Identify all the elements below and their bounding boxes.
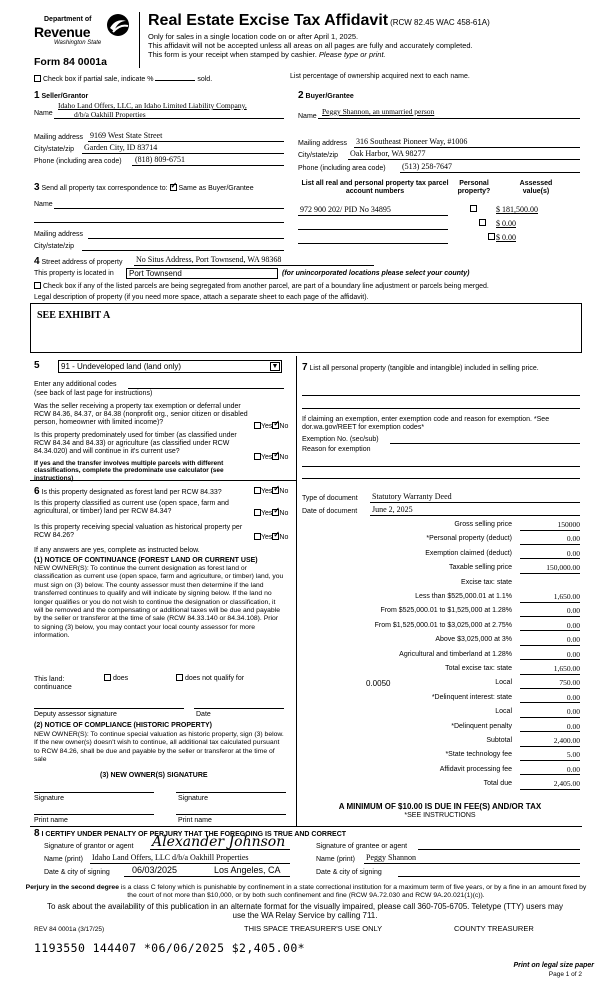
parcels-header-personal: Personal property?	[457, 180, 491, 196]
form-title-row	[148, 12, 490, 30]
seller-city-label: City/state/zip	[34, 146, 75, 153]
grantor-sig-label: Signature of grantor or agent	[44, 843, 134, 850]
sec6-q1-yn: Yes✓ No	[254, 487, 288, 496]
tax-row-label: Total due	[483, 780, 512, 788]
partial-sale-checkbox[interactable]	[34, 75, 41, 82]
tax-row-label: Taxable selling price	[448, 564, 512, 572]
tax-row-label: Subtotal	[486, 737, 512, 744]
new-owner-print-2: Print name	[178, 817, 212, 824]
seller-phone[interactable]: (818) 809-6751	[135, 155, 185, 164]
tax-row	[300, 607, 580, 619]
form-title: Real Estate Excise Tax Affidavit	[148, 12, 389, 29]
partial-sale-suffix: sold.	[197, 76, 213, 83]
sec6-if-any: If any answers are yes, complete as instructed below.	[34, 547, 200, 554]
parcel-personal-1[interactable]	[470, 205, 477, 212]
sec3-heading: 3 Send all property tax correspondence to: ✓ Same as Buyer/Grantee	[34, 182, 254, 194]
buyer-city-label: City/state/zip	[298, 152, 339, 159]
forest-yes-checkbox[interactable]	[254, 487, 261, 494]
tax-row-label: Agricultural and timberland at 1.28%	[399, 650, 512, 658]
grantor-city[interactable]: Los Angeles, CA	[214, 865, 281, 875]
buyer-name[interactable]: Peggy Shannon, an unmarried person	[322, 107, 435, 116]
header-note-italic: Please type or print.	[318, 50, 386, 59]
current-use-no-checkbox[interactable]	[272, 509, 279, 516]
new-owner-sig-1: Signature	[34, 795, 64, 802]
form-title-ref: (RCW 82.45 WAC 458-61A)	[390, 18, 490, 27]
legal-desc-text: SEE EXHIBIT A	[37, 310, 111, 321]
land-use-select[interactable]	[58, 360, 282, 373]
grantor-date-label: Date & city of signing	[44, 869, 110, 876]
treasurer-use: THIS SPACE TREASURER'S USE ONLY	[244, 924, 383, 933]
tax-row	[300, 521, 580, 533]
grantee-print-label: Name (print)	[316, 856, 355, 863]
q1-yes-checkbox[interactable]	[254, 422, 261, 429]
this-land-row: This land:	[34, 676, 65, 683]
perjury-notice: Perjury in the second degree is a class C felony which is punishable by confinement in a state correctional institution for a maximum term of five years, or by a fine in an amount fixed by the court of not more than $10,000, or by both such confinement and fine (RCW 9A.72.030 and RCW 9A.20.021(1)(c)).	[25, 884, 587, 899]
ownership-note: List percentage of ownership acquired next to each name.	[290, 73, 470, 80]
grantor-print-label: Name (print)	[44, 856, 83, 863]
q2-yes-checkbox[interactable]	[254, 453, 261, 460]
tax-row	[300, 579, 580, 591]
wave-icon	[106, 12, 130, 38]
rev-number: REV 84 0001a (3/17/25)	[34, 926, 105, 933]
parcel-value-1[interactable]: $ 181,500.00	[496, 205, 538, 214]
minimum-notice: A MINIMUM OF $10.00 IS DUE IN FEE(S) AND/OR TAX	[338, 802, 542, 811]
tax-row-label: Gross selling price	[454, 521, 512, 528]
sec8-heading: 8 I CERTIFY UNDER PENALTY OF PERJURY THAT THE FOREGOING IS TRUE AND CORRECT	[34, 828, 347, 839]
tax-row	[300, 694, 580, 706]
tax-row-value[interactable]: 1,650.00	[520, 665, 580, 675]
tax-row	[300, 751, 580, 763]
does-not-row: does not qualify for	[176, 674, 244, 683]
q1-no-checkbox[interactable]	[272, 422, 279, 429]
sec4-street-row: 4 Street address of property	[34, 256, 123, 267]
tax-row-value[interactable]: 0.00	[520, 708, 580, 718]
tax-row-label: From $525,000.01 to $1,525,000 at 1.28%	[380, 607, 512, 615]
logo-brand: Revenue	[34, 24, 91, 40]
tax-row-value[interactable]: 0.00	[520, 636, 580, 646]
partial-sale-label: Check box if partial sale, indicate %	[42, 76, 154, 83]
sec4-loc-label: This property is located in	[34, 270, 114, 277]
legal-desc-box[interactable]	[30, 303, 582, 353]
partial-sale-row	[34, 75, 212, 84]
tax-row-label: Total excise tax: state	[445, 665, 512, 672]
tax-row-value[interactable]: 5.00	[520, 751, 580, 761]
sec4-loc-note: (for unincorporated locations please select your county)	[282, 270, 470, 277]
tax-row-label: Exemption claimed (deduct)	[425, 549, 512, 557]
codes-label: Enter any additional codes	[34, 381, 117, 388]
parcel-acct-1[interactable]: 972 900 202/ PID No 34895	[300, 205, 391, 214]
tax-row-value[interactable]: 0.00	[520, 651, 580, 661]
sec5-q1: Was the seller receiving a property tax exemption or deferral under RCW 84.36, 84.37, or 84.38 (nonprofit org., senior citizen or disabled person, homeowner with limited income)?	[34, 403, 248, 427]
seller-phone-label: Phone (including area code)	[34, 158, 122, 165]
see-instructions: *SEE INSTRUCTIONS	[404, 812, 476, 819]
sec3-name-label: Name	[34, 201, 53, 208]
segregated-checkbox[interactable]	[34, 282, 41, 289]
tax-row-label: Less than $525,000.01 at 1.1%	[415, 593, 512, 600]
tax-row-value[interactable]: 0.00	[520, 607, 580, 617]
header-note-1: Only for sales in a single location code on or after April 1, 2025.	[148, 32, 359, 41]
tax-row	[300, 708, 580, 720]
tax-row-label: Excise tax: state	[461, 578, 512, 586]
tax-row	[300, 723, 580, 735]
sec6-q3-yn: Yes✓ No	[254, 533, 288, 542]
tax-row-label: *State technology fee	[445, 751, 512, 759]
seller-heading: 1 Seller/Grantor	[34, 90, 89, 101]
sec6-q1: 6 Is this property designated as forest land per RCW 84.33?	[34, 486, 222, 497]
q2-no-checkbox[interactable]	[272, 453, 279, 460]
tax-row	[300, 622, 580, 634]
sec5-q2b: If yes and the transfer involves multiple parcels with different classifications, complete the predominate use calculator (see instructions)	[34, 460, 224, 482]
page-number: Page 1 of 2	[548, 971, 582, 978]
tax-row-value[interactable]: 2,400.00	[520, 737, 580, 747]
buyer-address[interactable]: 316 Southeast Pioneer Way, #1006	[356, 137, 468, 146]
county-treasurer: COUNTY TREASURER	[454, 924, 534, 933]
sec6-q2: Is this property classified as current use (open space, farm and agricultural, or timber) land per RCW 84.34?	[34, 500, 229, 516]
header-note-2: This affidavit will not be accepted unless all areas on all pages are fully and accurately completed.	[148, 41, 473, 50]
parcel-personal-2[interactable]	[479, 219, 486, 226]
tax-row	[300, 665, 580, 677]
tax-row-value[interactable]: 2,405.00	[520, 780, 580, 790]
grantee-sig-label: Signature of grantee or agent	[316, 843, 408, 850]
header-note-3-row	[148, 51, 386, 60]
buyer-heading: 2 Buyer/Grantee	[298, 90, 354, 101]
codes-note: (see back of last page for instructions)	[34, 390, 153, 397]
doc-type[interactable]: Statutory Warranty Deed	[372, 492, 452, 501]
tax-row-value[interactable]: 0.00	[520, 550, 580, 560]
sec5-q1-yn: Yes✓ No	[254, 422, 288, 431]
grantee-print[interactable]: Peggy Shannon	[366, 853, 416, 862]
reason-label: Reason for exemption	[302, 446, 371, 453]
tax-row-label: Above $3,025,000 at 3%	[435, 636, 512, 644]
deputy-sig-label: Deputy assessor signature	[34, 711, 117, 718]
sec6-q2-yn: Yes✓ No	[254, 509, 288, 518]
seller-addr-label: Mailing address	[34, 134, 84, 141]
deputy-date-label: Date	[196, 711, 211, 718]
tax-row-value[interactable]: 150000	[520, 521, 580, 531]
tax-row	[300, 651, 580, 663]
header-divider	[139, 12, 140, 68]
tax-row-label: From $1,525,000.01 to $3,025,000 at 2.75%	[374, 621, 512, 629]
header-note-3: This form is your receipt when stamped by cashier.	[148, 50, 317, 59]
historic-yes-checkbox[interactable]	[254, 533, 261, 540]
notice3-title: (3) NEW OWNER(S) SIGNATURE	[100, 772, 208, 779]
sec3-addr-label: Mailing address	[34, 231, 84, 238]
doc-date[interactable]: June 2, 2025	[372, 505, 413, 514]
form-number: Form 84 0001a	[34, 56, 107, 68]
tax-row	[300, 737, 580, 749]
tax-row-value[interactable]: 0.00	[520, 535, 580, 545]
parcel-personal-3[interactable]	[488, 233, 495, 240]
forest-no-checkbox[interactable]	[272, 487, 279, 494]
tax-row	[300, 780, 580, 792]
tax-row	[300, 535, 580, 547]
tax-row-value[interactable]: 0.00	[520, 694, 580, 704]
seller-city[interactable]: Garden City, ID 83714	[84, 143, 158, 152]
buyer-addr-label: Mailing address	[298, 140, 348, 147]
tax-row-label: Affidavit processing fee	[439, 765, 512, 773]
exemption-label: If claiming an exemption, enter exemption code and reason for exemption. *See dor.wa.gov/REET for exemption codes*	[302, 416, 550, 432]
parcels-header-value: Assessed value(s)	[519, 180, 553, 196]
tax-row-value[interactable]: 150,000.00	[520, 564, 580, 574]
parcels-header-acct: List all real and personal property tax parcel account numbers	[301, 180, 449, 196]
tax-row	[300, 636, 580, 648]
notice1-title: (1) NOTICE OF CONTINUANCE (FOREST LAND OR CURRENT USE)	[34, 557, 258, 564]
tax-row	[300, 564, 580, 576]
buyer-city[interactable]: Oak Harbor, WA 98277	[350, 149, 426, 158]
sec5-q2: Is this property predominately used for timber (as classified under RCW 84.34 and 84.33) or agriculture (as classified under RCW 84.34.020) and will continue in it's current use?	[34, 432, 237, 456]
logo-state: Washington State	[54, 40, 102, 46]
tax-row-value[interactable]: 750.00	[520, 679, 580, 689]
tax-row-label: Local	[495, 708, 512, 716]
property-street[interactable]: No Situs Address, Port Townsend, WA 98368	[136, 255, 282, 264]
tax-row-value[interactable]: 0.00	[520, 723, 580, 733]
tax-row	[300, 593, 580, 605]
sec5-q2-yn: Yes✓ No	[254, 453, 288, 462]
parcel-value-2[interactable]: $ 0.00	[496, 219, 516, 228]
tax-row-value[interactable]: 0.00	[520, 766, 580, 776]
tax-row	[300, 550, 580, 562]
parcel-value-3[interactable]: $ 0.00	[496, 233, 516, 242]
seller-name-label: Name	[34, 110, 53, 117]
sec7-heading: 7 List all personal property (tangible and intangible) included in selling price.	[302, 362, 539, 373]
notice2-title: (2) NOTICE OF COMPLIANCE (HISTORIC PROPERTY)	[34, 722, 212, 729]
doc-type-label: Type of document	[302, 495, 358, 502]
tax-row-value[interactable]: 0.00	[520, 622, 580, 632]
tax-row	[300, 679, 580, 691]
tax-row-label: *Delinquent penalty	[451, 722, 512, 730]
seller-address[interactable]: 9169 West State Street	[90, 131, 163, 140]
sec3-city-label: City/state/zip	[34, 243, 75, 250]
tax-row-label: Local	[495, 679, 512, 687]
buyer-phone[interactable]: (513) 258-7647	[402, 162, 452, 171]
legal-desc-label: Legal description of property (if you need more space, attach a separate sheet to each page of the affidavit).	[34, 294, 369, 301]
grantor-date[interactable]: 06/03/2025	[132, 865, 178, 875]
same-as-buyer-checkbox[interactable]	[170, 184, 177, 191]
notice2-body: NEW OWNER(S): To continue special valuation as historic property, sign (3) below. If the new owner(s) doesn't wish to continue, all additional tax calculated pursuant to RCW 84.26, shall be due and payable by the seller or transferor at the time of sale	[34, 731, 284, 764]
seller-name[interactable]: Idaho Land Offers, LLC, an Idaho Limited Liability Company,	[58, 101, 247, 110]
sec6-q3: Is this property receiving special valuation as historical property per RCW 84.26?	[34, 524, 243, 540]
local-rate: 0.0050	[366, 679, 391, 689]
buyer-phone-label: Phone (including area code)	[298, 165, 386, 172]
accessibility-notice: To ask about the availability of this publication in an alternate format for the visually impaired, please call 360-705-6705. Teletype (TTY) users may use the WA Relay Service by calling 711.	[46, 902, 564, 920]
segregated-row: Check box if any of the listed parcels are being segregated from another parcel, are part of a boundary line adjustment or parcels being merged.	[34, 282, 489, 291]
does-row: does	[104, 674, 128, 683]
location-select[interactable]: Port Townsend	[126, 268, 278, 279]
does-not-checkbox[interactable]	[176, 674, 183, 681]
chevron-down-icon: ▼	[271, 363, 279, 370]
does-checkbox[interactable]	[104, 674, 111, 681]
grantor-signature[interactable]: Alexander Johnson	[152, 834, 286, 850]
new-owner-print-1: Print name	[34, 817, 68, 824]
historic-no-checkbox[interactable]	[272, 533, 279, 540]
grantee-date-label: Date & city of signing	[316, 869, 382, 876]
tax-row	[300, 766, 580, 778]
land-use-value: 91 - Undeveloped land (land only)	[61, 362, 182, 371]
exemption-no-label: Exemption No. (sec/sub)	[302, 436, 379, 443]
new-owner-sig-2: Signature	[178, 795, 208, 802]
continuance-label: continuance	[34, 684, 72, 691]
legal-size-note: Print on legal size paper	[513, 962, 594, 969]
current-use-yes-checkbox[interactable]	[254, 509, 261, 516]
seller-name-2[interactable]: d/b/a Oakhill Properties	[74, 110, 146, 119]
notice1-body: NEW OWNER(S): To continue the current designation as forest land or classification as current use (open space, farm and agriculture, or timber) land, you must sign on (3) below. The county assessor must then determine if the land transferred continues to qualify and will indicate by signing below. If the land no longer qualifies or you do not wish to continue the designation or classification, it will be removed and the compensating or additional taxes will be due and payable by the seller or transferor at the time of sale (RCW 84.33.140 or 84.34.108). Prior to signing (3) below, you may contact your local county assessor for more information.	[34, 565, 284, 640]
tax-row-label: *Delinquent interest: state	[431, 693, 512, 701]
tax-row-label: *Personal property (deduct)	[426, 535, 512, 543]
grantor-print[interactable]: Idaho Land Offers, LLC d/b/a Oakhill Properties	[92, 853, 249, 862]
buyer-name-label: Name	[298, 113, 317, 120]
doc-date-label: Date of document	[302, 508, 358, 515]
sec5-num: 5	[34, 360, 40, 371]
cashier-stamp: 1193550 144407 *06/06/2025 $2,405.00*	[34, 941, 305, 955]
revenue-logo	[34, 10, 134, 55]
tax-row-value[interactable]: 1,650.00	[520, 593, 580, 603]
logo-dept: Department of	[44, 16, 92, 23]
